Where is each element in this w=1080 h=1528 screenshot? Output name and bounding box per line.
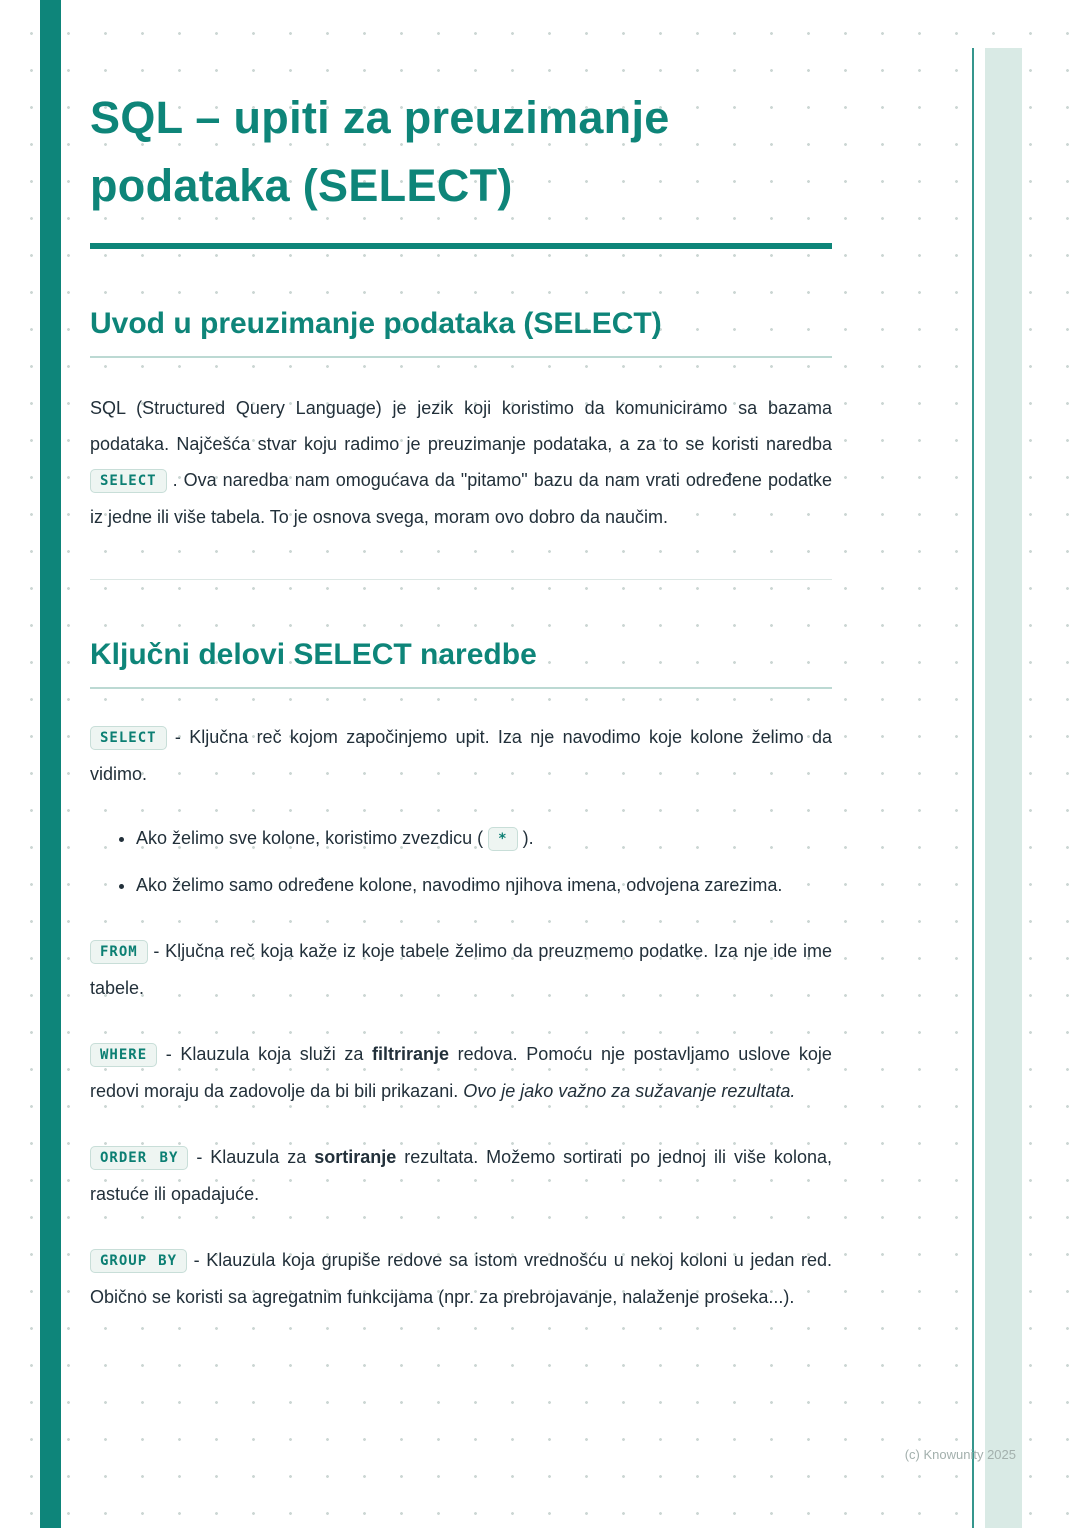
asterisk-code-chip: *: [488, 827, 517, 851]
where-italic-note: Ovo je jako važno za sužavanje rezultata.: [463, 1080, 796, 1101]
title-rule: [90, 243, 832, 249]
orderby-bold-term: sortiranje: [314, 1146, 397, 1167]
where-bold-term: filtriranje: [371, 1043, 450, 1064]
bullet2-text: Ako želimo samo određene kolone, navodimo njihova imena, odvojena zarezima.: [136, 874, 783, 895]
section-keyparts: [90, 638, 832, 1315]
select-code-chip: SELECT: [90, 726, 167, 750]
list-item: [136, 867, 832, 903]
right-accent-stripe: [985, 48, 1022, 1528]
copyright-footer: (c) Knowunity 2025: [904, 1447, 1016, 1462]
where-text-mid: redova. Pomoću nje postavljamo uslove koje redovi moraju da zadovolje da bi bili prikazani.: [90, 1043, 832, 1101]
left-accent-bar: [40, 0, 61, 1528]
bullet1-text-before: Ako želimo sve kolone, koristimo zvezdicu (: [136, 827, 484, 848]
select-definition: [90, 719, 832, 792]
select-code-chip: SELECT: [90, 469, 167, 493]
orderby-definition: [90, 1139, 832, 1212]
section-divider: [90, 579, 832, 580]
groupby-definition-text: - Klauzula koja grupiše redove sa istom vrednošću u nekoj koloni u jedan red. Obično se koristi sa agregatnim funkcijama (npr. za prebrojavanje, nalaženje proseka...).: [90, 1249, 832, 1307]
page-title: SQL – upiti za preuzimanje podataka (SELECT): [90, 92, 670, 212]
from-definition: [90, 933, 832, 1006]
intro-text-before: SQL (Structured Query Language) je jezik koji koristimo da komuniciramo sa bazama podataka. Najčešća stvar koju radimo je preuzimanje podataka, a za to se koristi naredba: [90, 397, 832, 454]
document-content: [90, 0, 832, 1315]
right-accent-line: [972, 48, 974, 1528]
where-code-chip: WHERE: [90, 1043, 157, 1067]
where-text-before: - Klauzula koja služi za: [165, 1043, 364, 1064]
intro-text-after: . Ova naredba nam omogućava da "pitamo" bazu da nam vrati određene podatke iz jedne ili više tabela. To je osnova svega, moram ovo dobro da naučim.: [90, 469, 832, 527]
from-definition-text: - Ključna reč koja kaže iz koje tabele želimo da preuzmemo podatke. Iza nje ide ime tabele.: [90, 940, 832, 998]
select-definition-text: - Ključna reč kojom započinjemo upit. Iza nje navodimo koje kolone želimo da vidimo.: [90, 726, 832, 784]
keyparts-heading: Ključni delovi SELECT naredbe: [90, 638, 832, 689]
where-definition: [90, 1036, 832, 1109]
list-item: [136, 820, 832, 857]
orderby-text-after: rezultata. Možemo sortirati po jednoj ili više kolona, rastuće ili opadajuće.: [90, 1146, 832, 1204]
intro-heading: Uvod u preuzimanje podataka (SELECT): [90, 307, 832, 358]
bullet1-text-after: ).: [522, 827, 534, 848]
intro-paragraph: [90, 390, 832, 535]
select-bullet-list: [90, 820, 832, 903]
order-by-code-chip: ORDER BY: [90, 1146, 188, 1170]
section-intro: [90, 307, 832, 535]
orderby-text-before: - Klauzula za: [196, 1146, 307, 1167]
group-by-code-chip: GROUP BY: [90, 1249, 187, 1273]
groupby-definition: [90, 1242, 832, 1315]
from-code-chip: FROM: [90, 940, 148, 964]
